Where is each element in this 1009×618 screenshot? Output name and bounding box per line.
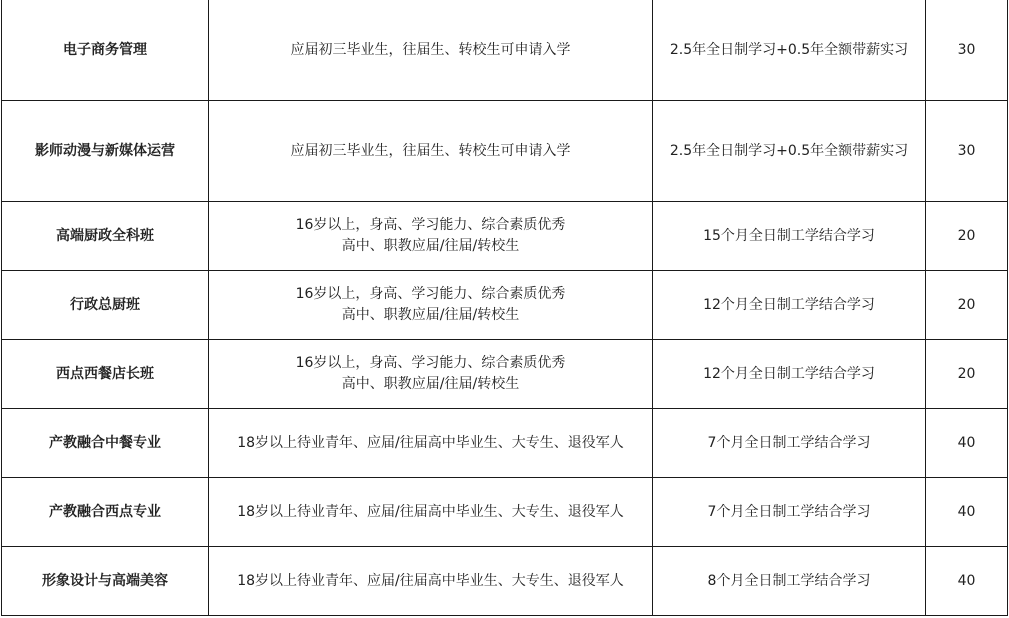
requirement-cell (209, 271, 653, 340)
schedule-cell: 12个月全日制工学结合学习 (653, 271, 926, 340)
requirement-cell (209, 202, 653, 271)
table-row (2, 340, 1008, 409)
program-name-cell: 产教融合中餐专业 (2, 409, 209, 478)
schedule-cell: 7个月全日制工学结合学习 (653, 478, 926, 547)
table-row (2, 478, 1008, 547)
table-row (2, 0, 1008, 101)
table-row (2, 101, 1008, 202)
program-name-cell: 西点西餐店长班 (2, 340, 209, 409)
requirement-line: 高中、职教应届/往届/转校生 (341, 307, 520, 323)
requirement-line: 高中、职教应届/往届/转校生 (341, 376, 520, 392)
quota-cell: 40 (926, 547, 1008, 616)
table-row (2, 271, 1008, 340)
quota-cell: 30 (926, 101, 1008, 202)
requirement-cell (209, 340, 653, 409)
enrollment-table (1, 0, 1008, 616)
schedule-cell: 15个月全日制工学结合学习 (653, 202, 926, 271)
requirement-cell (209, 547, 653, 616)
table-row (2, 202, 1008, 271)
requirement-cell (209, 0, 653, 101)
program-name-cell: 产教融合西点专业 (2, 478, 209, 547)
schedule-cell: 8个月全日制工学结合学习 (653, 547, 926, 616)
requirement-line: 18岁以上待业青年、应届/往届高中毕业生、大专生、退役军人 (237, 572, 624, 589)
program-name-cell: 行政总厨班 (2, 271, 209, 340)
schedule-cell: 2.5年全日制学习+0.5年全额带薪实习 (653, 0, 926, 101)
requirement-cell (209, 101, 653, 202)
program-name-cell: 高端厨政全科班 (2, 202, 209, 271)
program-name-cell: 电子商务管理 (2, 0, 209, 101)
quota-cell: 40 (926, 409, 1008, 478)
requirement-line: 应届初三毕业生，往届生、转校生可申请入学 (290, 41, 571, 58)
schedule-cell: 2.5年全日制学习+0.5年全额带薪实习 (653, 101, 926, 202)
requirement-line: 应届初三毕业生，往届生、转校生可申请入学 (290, 142, 571, 159)
requirement-line: 16岁以上，身高、学习能力、综合素质优秀 (295, 217, 566, 233)
schedule-cell: 7个月全日制工学结合学习 (653, 409, 926, 478)
requirement-line: 16岁以上，身高、学习能力、综合素质优秀 (295, 355, 566, 371)
quota-cell: 20 (926, 271, 1008, 340)
table-row (2, 409, 1008, 478)
requirement-line: 18岁以上待业青年、应届/往届高中毕业生、大专生、退役军人 (237, 434, 624, 451)
quota-cell: 20 (926, 202, 1008, 271)
schedule-cell: 12个月全日制工学结合学习 (653, 340, 926, 409)
quota-cell: 20 (926, 340, 1008, 409)
quota-cell: 30 (926, 0, 1008, 101)
requirement-cell (209, 478, 653, 547)
program-name-cell: 形象设计与高端美容 (2, 547, 209, 616)
program-name-cell: 影师动漫与新媒体运营 (2, 101, 209, 202)
quota-cell: 40 (926, 478, 1008, 547)
requirement-cell (209, 409, 653, 478)
table-row (2, 547, 1008, 616)
requirement-line: 16岁以上，身高、学习能力、综合素质优秀 (295, 286, 566, 302)
requirement-line: 高中、职教应届/往届/转校生 (341, 238, 520, 254)
requirement-line: 18岁以上待业青年、应届/往届高中毕业生、大专生、退役军人 (237, 503, 624, 520)
